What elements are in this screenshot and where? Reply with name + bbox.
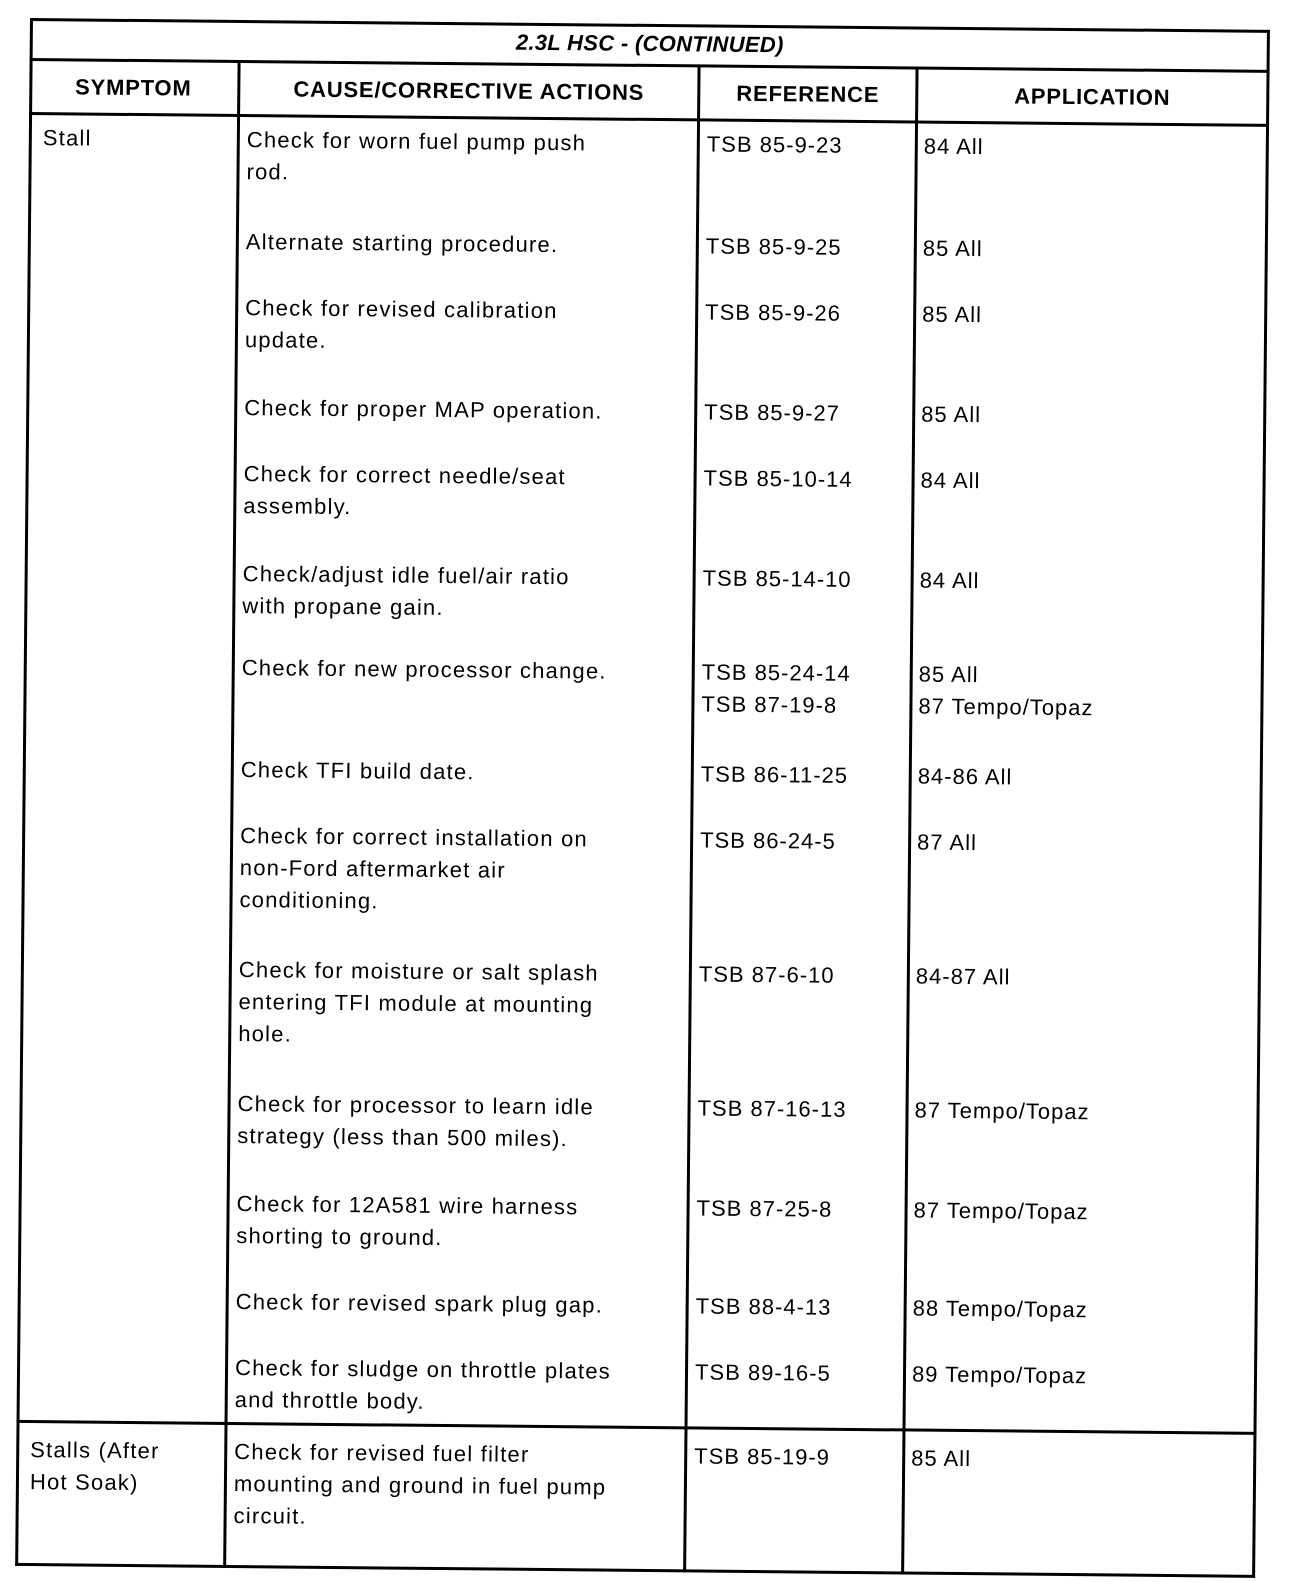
reference-cell: TSB 85-19-9 — [694, 1443, 831, 1470]
reference-cell: TSB 85-14-10 — [702, 565, 852, 592]
cause-cell: Check for correct needle/seat assembly. — [243, 461, 566, 520]
column-header-application: APPLICATION — [1014, 83, 1171, 110]
application-cell: 87 All — [917, 829, 978, 856]
table-border-left — [15, 18, 33, 1566]
reference-cell: TSB 85-10-14 — [703, 465, 853, 492]
cause-cell: Check for revised calibration update. — [244, 295, 558, 353]
application-cell: 85 All — [921, 401, 982, 428]
reference-cell: TSB 85-24-14 TSB 87-19-8 — [701, 659, 851, 718]
table-title: 2.3L HSC - (CONTINUED) — [515, 29, 784, 58]
application-cell: 85 All 87 Tempo/Topaz — [918, 661, 1094, 721]
reference-cell: TSB 87-25-8 — [696, 1195, 833, 1222]
table-border-bottom — [15, 1563, 1255, 1578]
troubleshooting-table — [15, 18, 1270, 1578]
reference-cell: TSB 85-9-25 — [705, 233, 842, 260]
reference-cell: TSB 87-6-10 — [698, 961, 835, 988]
cause-cell: Check for worn fuel pump push rod. — [246, 127, 587, 185]
group-divider — [17, 1420, 1257, 1435]
cause-cell: Check for revised spark plug gap. — [235, 1289, 604, 1318]
cause-cell: Check for sludge on throttle plates and throttle body. — [234, 1355, 612, 1414]
application-cell: 87 Tempo/Topaz — [913, 1197, 1089, 1225]
column-divider-1 — [223, 60, 240, 1568]
cause-cell: Check TFI build date. — [240, 757, 475, 785]
reference-cell: TSB 85-9-27 — [704, 399, 841, 426]
cause-cell: Check for 12A581 wire harness shorting to ground. — [236, 1191, 579, 1251]
column-divider-2 — [683, 64, 700, 1572]
reference-cell: TSB 86-24-5 — [700, 827, 836, 854]
reference-cell: TSB 85-9-26 — [705, 299, 842, 326]
column-header-cause: CAUSE/CORRECTIVE ACTIONS — [293, 76, 645, 105]
column-header-reference: REFERENCE — [736, 80, 880, 108]
application-cell: 84 All — [919, 567, 980, 594]
reference-cell: TSB 87-16-13 — [697, 1095, 847, 1122]
cause-cell: Check for moisture or salt splash entering TFI module at mounting hole. — [238, 957, 599, 1047]
cause-cell: Check for correct installation on non-Ford aftermarket air conditioning. — [239, 823, 589, 914]
cause-cell: Check for new processor change. — [241, 655, 607, 684]
cause-cell: Check for processor to learn idle strategy (less than 500 miles). — [237, 1091, 595, 1152]
symptom-cell: Stall — [42, 125, 92, 151]
application-cell: 84 All — [923, 133, 984, 160]
application-cell: 84-87 All — [915, 963, 1011, 990]
reference-cell: TSB 85-9-23 — [706, 131, 843, 158]
application-cell: 85 All — [911, 1445, 972, 1472]
column-divider-3 — [901, 67, 918, 1575]
reference-cell: TSB 86-11-25 — [700, 761, 849, 788]
cause-cell: Check/adjust idle fuel/air ratio with propane gain. — [242, 561, 570, 620]
application-cell: 85 All — [922, 235, 983, 262]
cause-cell: Alternate starting procedure. — [245, 229, 559, 258]
column-header-symptom: SYMPTOM — [75, 74, 192, 101]
reference-cell: TSB 89-16-5 — [694, 1359, 831, 1386]
application-cell: 88 Tempo/Topaz — [912, 1295, 1088, 1323]
application-cell: 85 All — [922, 301, 983, 328]
application-cell: 84 All — [920, 467, 981, 494]
scan-artifact — [1288, 2, 1308, 6]
application-cell: 84-86 All — [917, 763, 1013, 790]
application-cell: 87 Tempo/Topaz — [914, 1097, 1090, 1125]
cause-cell: Check for proper MAP operation. — [244, 395, 603, 424]
reference-cell: TSB 88-4-13 — [695, 1293, 832, 1320]
application-cell: 89 Tempo/Topaz — [911, 1361, 1088, 1389]
cause-cell: Check for revised fuel filter mounting and ground in fuel pump circuit. — [233, 1439, 607, 1529]
symptom-cell: Stalls (After Hot Soak) — [29, 1437, 160, 1496]
